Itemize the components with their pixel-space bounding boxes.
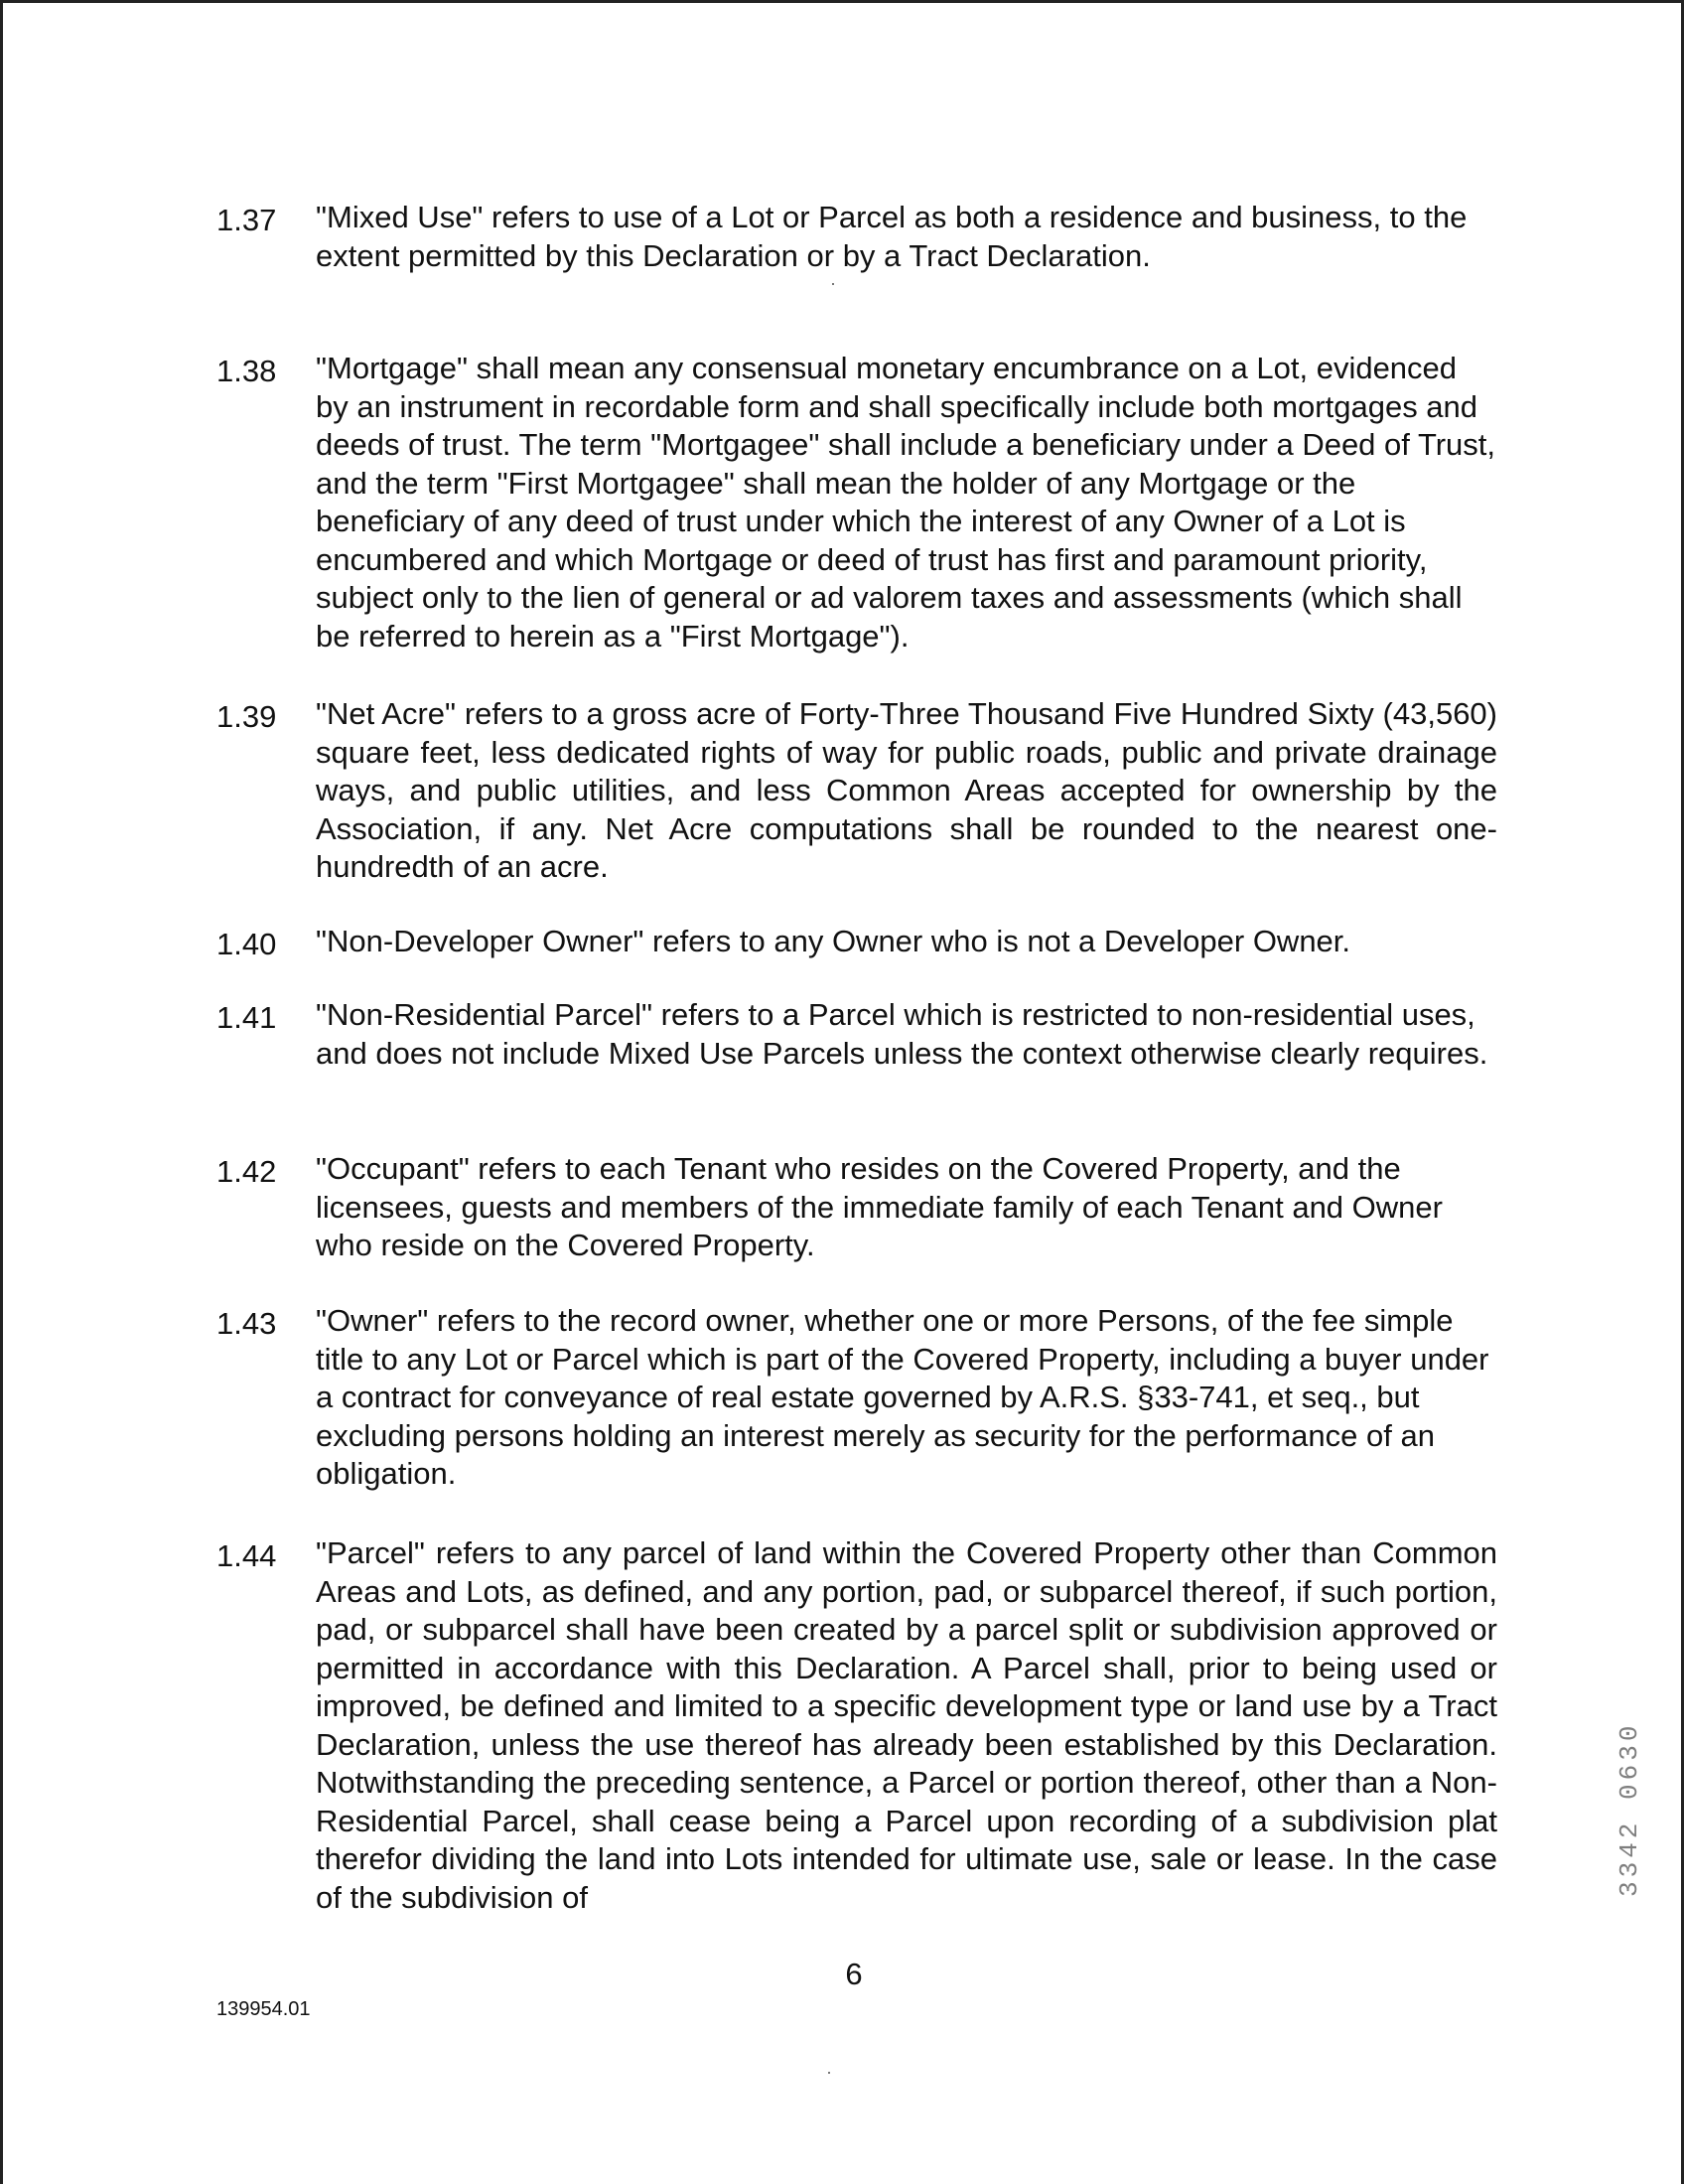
section-1-38 [216,350,1497,655]
section-number: 1.37 [216,203,277,237]
scan-speck [828,2072,830,2074]
section-text: "Net Acre" refers to a gross acre of Forty-Three Thousand Five Hundred Sixty (43,560) square feet, less dedicated rights of way for public roads, public and private drainage ways, and public utilities, and less Common Areas accepted for ownership by the Association, if any. Net Acre computations shall be rounded to the nearest one-hundredth of an acre. [316,696,1497,884]
page-number: 6 [845,1957,863,1991]
section-number: 1.42 [216,1154,277,1189]
section-number: 1.40 [216,927,277,961]
section-text: "Non-Developer Owner" refers to any Owner who is not a Developer Owner. [316,924,1351,958]
section-number: 1.39 [216,699,277,734]
recording-stamp [1609,1569,1652,1907]
page-border-left [0,0,3,2184]
section-1-40 [216,923,1497,964]
section-1-42 [216,1150,1497,1265]
section-1-39 [216,695,1497,887]
section-text: "Non-Residential Parcel" refers to a Parcel which is restricted to non-residential uses, and does not include Mixed Use Parcels unless the context otherwise clearly requires. [316,997,1488,1071]
page-border-top [0,0,1684,3]
section-text: "Occupant" refers to each Tenant who resides on the Covered Property, and the licensees, guests and members of the immediate family of each Tenant and Owner who reside on the Covered Property. [316,1151,1443,1262]
section-number: 1.43 [216,1306,277,1341]
section-text: "Mortgage" shall mean any consensual monetary encumbrance on a Lot, evidenced by an instrument in recordable form and shall specifically include both mortgages and deeds of trust. The term "Mortgagee" shall include a beneficiary under a Deed of Trust, and the term "First Mortgagee" shall mean the holder of any Mortgage or the beneficiary of any deed of trust under which the interest of any Owner of a Lot is encumbered and which Mortgage or deed of trust has first and paramount priority, subject only to the lien of general or ad valorem taxes and assessments (which shall be referred to herein as a "First Mortgage"). [316,351,1496,654]
section-number: 1.44 [216,1538,277,1573]
scan-speck [832,283,834,285]
recording-stamp-number: 3342 0630 [1614,1721,1644,1897]
section-text: "Mixed Use" refers to use of a Lot or Parcel as both a residence and business, to the extent permitted by this Declaration or by a Tract Declaration. [316,200,1468,273]
section-number: 1.38 [216,354,277,388]
section-1-37 [216,199,1497,275]
section-number: 1.41 [216,1000,277,1035]
section-1-43 [216,1302,1497,1494]
section-1-41 [216,996,1497,1073]
section-text: "Owner" refers to the record owner, whether one or more Persons, of the fee simple title to any Lot or Parcel which is part of the Covered Property, including a buyer under a contract for conveyance of real estate governed by A.R.S. §33-741, et seq., but excluding persons holding an interest merely as security for the performance of an obligation. [316,1303,1489,1491]
document-id: 139954.01 [216,1998,311,2020]
section-1-44 [216,1534,1497,1917]
section-text: "Parcel" refers to any parcel of land within the Covered Property other than Common Areas and Lots, as defined, and any portion, pad, or subparcel thereof, if such portion, pad, or subparcel shall have been created by a parcel split or subdivision approved or permitted in accordance with this Declaration. A Parcel shall, prior to being used or improved, be defined and limited to a specific development type or land use by a Tract Declaration, unless the use thereof has already been established by this Declaration. Notwithstanding the preceding sentence, a Parcel or portion thereof, other than a Non-Residential Parcel, shall cease being a Parcel upon recording of a subdivision plat therefor dividing the land into Lots intended for ultimate use, sale or lease. In the case of the subdivision of [316,1535,1497,1915]
